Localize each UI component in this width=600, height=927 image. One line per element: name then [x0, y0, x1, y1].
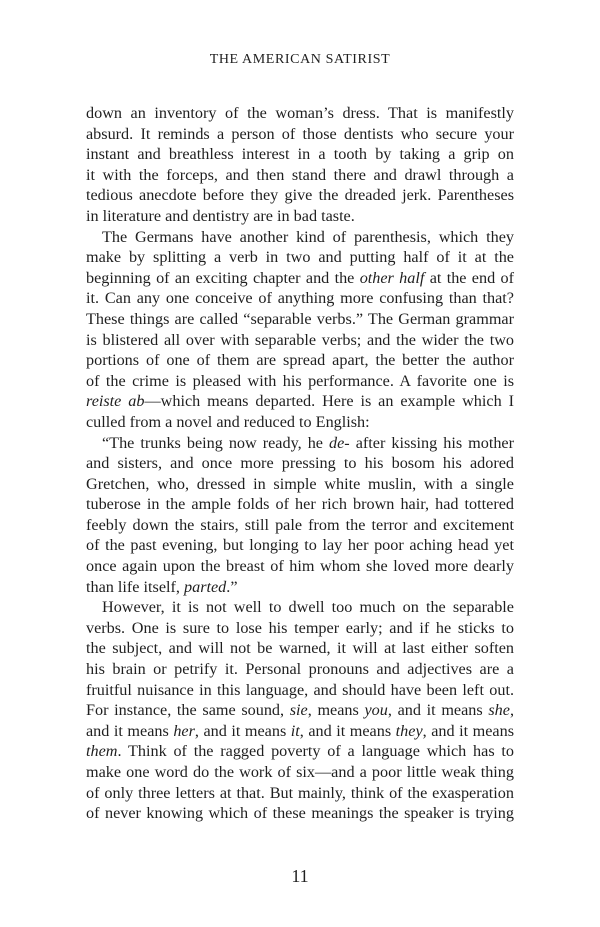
- text-line: [86, 330, 514, 351]
- text-segment: , and it means: [422, 721, 514, 740]
- text-line: [86, 721, 514, 742]
- italic-text: it: [290, 721, 300, 740]
- text-segment: . Think of the ragged poverty of a language which has to: [117, 742, 514, 761]
- text-line: [86, 659, 514, 680]
- text-segment: feebly down the stairs, still pale from the terror and excitement: [86, 515, 514, 534]
- italic-text: she: [488, 701, 510, 720]
- text-line: [86, 783, 514, 804]
- text-segment: and sisters, and once more pressing to his bosom his adored: [86, 454, 514, 473]
- text-segment: For instance, the same sound,: [86, 701, 290, 720]
- text-segment: absurd. It reminds a person of those dentists who secure your: [86, 124, 514, 143]
- text-line: [86, 103, 514, 124]
- text-segment: after kissing his mother: [349, 433, 515, 452]
- italic-text: parted: [184, 577, 227, 596]
- text-line: [86, 391, 514, 412]
- text-segment: .”: [226, 577, 238, 596]
- text-segment: of only three letters at that. But mainly, think of the exasperation: [86, 783, 514, 802]
- text-segment: is blistered all over with separable verbs; and the wider the two: [86, 330, 514, 349]
- italic-text: other half: [359, 268, 425, 287]
- text-line: [86, 762, 514, 783]
- text-line: [86, 185, 514, 206]
- text-segment: it. Can any one conceive of anything more confusing than that?: [86, 289, 514, 308]
- text-segment: ,: [509, 701, 514, 720]
- text-segment: his brain or petrify it. Personal pronouns and adjectives are a: [86, 660, 514, 679]
- running-head: THE AMERICAN SATIRIST: [209, 52, 391, 67]
- text-line: [86, 309, 514, 330]
- text-line: [86, 412, 514, 433]
- text-segment: the subject, and will not be warned, it will at last either soften: [86, 639, 514, 658]
- italic-text: de-: [329, 433, 350, 452]
- text-line: [86, 515, 514, 536]
- text-line: [86, 371, 514, 392]
- text-line: [86, 433, 514, 454]
- text-segment: Gretchen, who, dressed in simple white muslin, with a single: [86, 474, 514, 493]
- italic-text: reiste ab: [86, 392, 145, 411]
- page-number: 11: [291, 866, 309, 886]
- text-segment: “The trunks being now ready, he: [102, 433, 329, 452]
- text-segment: down an inventory of the woman’s dress. That is manifestly: [86, 104, 514, 122]
- italic-text: sie: [289, 701, 308, 720]
- text-segment: of the crime is pleased with his performance. A favorite one is: [86, 371, 514, 390]
- text-segment: , means: [307, 701, 365, 720]
- text-line: [86, 741, 514, 762]
- text-line: [86, 268, 514, 289]
- text-segment: The Germans have another kind of parenthesis, which they: [102, 227, 514, 246]
- text-line: [86, 577, 514, 598]
- text-segment: of the past evening, but longing to lay her poor aching head yet: [86, 536, 514, 555]
- text-segment: beginning of an exciting chapter and the: [86, 268, 360, 287]
- text-line: [86, 288, 514, 309]
- text-line: [86, 494, 514, 515]
- text-line: [86, 638, 514, 659]
- body-text: [86, 103, 514, 824]
- text-line: [86, 618, 514, 639]
- text-line: [86, 165, 514, 186]
- text-segment: and it means: [86, 721, 174, 740]
- text-segment: However, it is not well to dwell too much on the separable: [102, 598, 514, 617]
- text-line: [86, 597, 514, 618]
- text-line: [86, 680, 514, 701]
- text-line: [86, 247, 514, 268]
- text-segment: portions of one of them are spread apart, the better the author: [86, 351, 514, 370]
- text-segment: make one word do the work of six—and a poor little weak thing: [86, 763, 514, 781]
- text-segment: tuberose in the ample folds of her rich brown hair, had tottered: [86, 495, 514, 514]
- text-line: [86, 350, 514, 371]
- text-segment: tedious anecdote before they give the dreaded jerk. Parentheses: [86, 186, 514, 205]
- text-line: [86, 556, 514, 577]
- text-line: [86, 535, 514, 556]
- text-line: [86, 803, 514, 824]
- text-segment: at the end of: [424, 268, 514, 287]
- text-line: [86, 453, 514, 474]
- text-segment: These things are called “separable verbs.” The German grammar: [86, 309, 514, 328]
- text-segment: it with the forceps, and then stand there and drawl through a: [86, 165, 514, 184]
- italic-text: you: [364, 701, 388, 720]
- text-line: [86, 124, 514, 145]
- text-segment: than life itself,: [86, 577, 184, 596]
- text-segment: —which means departed. Here is an example which I: [144, 392, 514, 411]
- text-line: [86, 144, 514, 165]
- text-line: [86, 206, 514, 227]
- text-segment: in literature and dentistry are in bad taste.: [86, 206, 355, 225]
- text-line: [86, 700, 514, 721]
- text-segment: of never knowing which of these meanings the speaker is trying: [86, 804, 514, 823]
- text-segment: culled from a novel and reduced to English:: [86, 412, 370, 431]
- text-segment: , and it means: [387, 701, 489, 720]
- italic-text: they: [395, 721, 423, 740]
- text-segment: , and it means: [194, 721, 291, 740]
- text-segment: make by splitting a verb in two and putting half of it at the: [86, 248, 514, 267]
- italic-text: her: [173, 721, 195, 740]
- text-line: [86, 474, 514, 495]
- text-segment: once again upon the breast of him whom she loved more dearly: [86, 557, 514, 576]
- text-line: [86, 227, 514, 248]
- italic-text: them: [86, 742, 118, 761]
- text-segment: fruitful nuisance in this language, and should have been left out.: [86, 680, 514, 699]
- text-segment: , and it means: [299, 721, 396, 740]
- text-segment: instant and breathless interest in a tooth by taking a grip on: [86, 145, 514, 164]
- text-segment: verbs. One is sure to lose his temper early; and if he sticks to: [86, 618, 514, 637]
